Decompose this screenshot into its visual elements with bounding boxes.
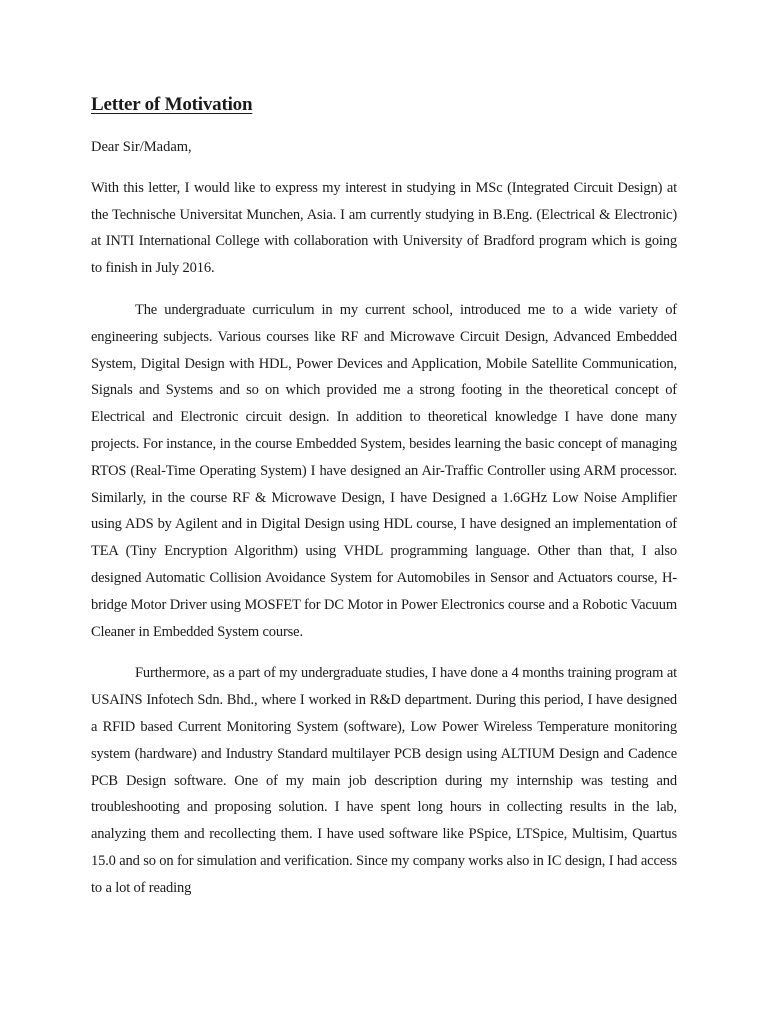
paragraph-internship: Furthermore, as a part of my undergraduate studies, I have done a 4 months training program at USAINS Infotech Sdn. Bhd., where I worked in R&D department. During this period, I have designed a RFID based Current Monitoring System (software), Low Power Wireless Temperature monitoring system (hardware) and Industry Standard multilayer PCB design using ALTIUM Design and Cadence PCB Design software. One of my main job description during my internship was testing and troubleshooting and proposing solution. I have spent long hours in collecting results in the lab, analyzing them and recollecting them. I have used software like PSpice, LTSpice, Multisim, Quartus 15.0 and so on for simulation and verification. Since my company works also in IC design, I had access to a lot of reading (91, 665, 677, 896)
letter-title: Letter of Motivation (91, 94, 253, 115)
letter-page (91, 92, 677, 902)
paragraph-intro: With this letter, I would like to express my interest in studying in MSc (Integrated Circuit Design) at the Technische Universitat Munchen, Asia. I am currently studying in B.Eng. (Electrical & Electronic) at INTI International College with collaboration with University of Bradford program which is going to finish in July 2016. (91, 179, 677, 277)
salutation: Dear Sir/Madam, (91, 139, 192, 155)
paragraph-curriculum: The undergraduate curriculum in my current school, introduced me to a wide variety of engineering subjects. Various courses like RF and Microwave Circuit Design, Advanced Embedded System, Digital Design with HDL, Power Devices and Application, Mobile Satellite Communication, Signals and Systems and so on which provided me a strong footing in the theoretical concept of Electrical and Electronic circuit design. In addition to theoretical knowledge I have done many projects. For instance, in the course Embedded System, besides learning the basic concept of managing RTOS (Real-Time Operating System) I have designed an Air-Traffic Controller using ARM processor. Similarly, in the course RF & Microwave Design, I have Designed a 1.6GHz Low Noise Amplifier using ADS by Agilent and in Digital Design using HDL course, I have designed an implementation of TEA (Tiny Encryption Algorithm) using VHDL programming language. Other than that, I also designed Automatic Collision Avoidance System for Automobiles in Sensor and Actuators course, H-bridge Motor Driver using MOSFET for DC Motor in Power Electronics course and a Robotic Vacuum Cleaner in Embedded System course. (91, 301, 677, 640)
